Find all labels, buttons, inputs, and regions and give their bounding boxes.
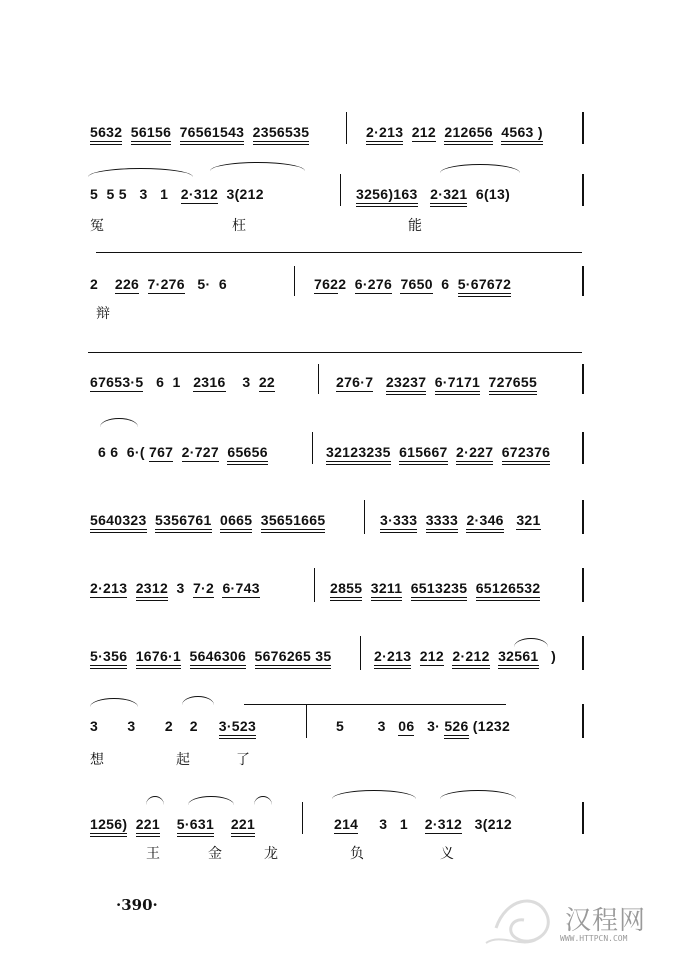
barline [314, 568, 315, 602]
note-group: 276·7 [336, 374, 374, 390]
barline [346, 112, 347, 144]
note-group: 22 [258, 374, 276, 390]
note: 3 [127, 718, 136, 734]
barline [306, 704, 307, 738]
note-group: 5·356 [90, 648, 127, 669]
note-group: 67653·5 [90, 374, 144, 390]
note-group: 65656 [227, 444, 267, 465]
note: 5 [106, 186, 115, 202]
notes [90, 648, 331, 664]
note-group: 727655 [489, 374, 538, 395]
lyric: 龙 [264, 846, 278, 862]
barline [582, 568, 584, 602]
page-number: ·390· [116, 896, 158, 914]
note-group: 76561543 [180, 124, 245, 145]
note: 2 [164, 718, 173, 734]
barline [318, 364, 319, 394]
slur [146, 796, 164, 805]
notes [380, 512, 541, 528]
note-group: 2·213 [374, 648, 411, 669]
barline [582, 704, 584, 738]
barline [360, 636, 361, 670]
slur [88, 352, 582, 353]
slur [514, 638, 548, 647]
notes [90, 580, 260, 596]
slur [188, 796, 234, 805]
barline [582, 266, 584, 296]
barline [582, 432, 584, 464]
lyric: 枉 [232, 218, 246, 234]
note-group: 6·743 [222, 580, 260, 596]
barline [302, 802, 303, 834]
lyric: 起 [176, 752, 190, 768]
note-group: (1232 [472, 718, 511, 734]
notes [90, 186, 264, 202]
note-group: 212656 [444, 124, 493, 145]
slur [88, 168, 193, 177]
note-group: 767 [149, 444, 174, 460]
note-group: 5·67672 [458, 276, 511, 297]
slur [100, 418, 138, 427]
lyric: 能 [408, 218, 422, 234]
notes [314, 276, 511, 292]
note: 3 [242, 374, 251, 390]
note: 1 [160, 186, 169, 202]
barline [340, 174, 341, 206]
notes [336, 374, 537, 390]
barline [294, 266, 295, 296]
barline [582, 364, 584, 394]
lyric: 义 [440, 846, 454, 862]
note-group: 5646306 [190, 648, 247, 669]
note-group: 32561 [498, 648, 538, 669]
note: 2 [189, 718, 198, 734]
note-group: 2·212 [452, 648, 489, 669]
note-group: 2356535 [253, 124, 310, 145]
note-group: 526 [444, 718, 468, 739]
barline [582, 636, 584, 670]
note-group: 32123235 [326, 444, 391, 465]
notes [90, 718, 256, 734]
note: 6 [110, 444, 119, 460]
note-group: 5632 [90, 124, 122, 145]
note-group: 2·727 [181, 444, 219, 460]
slur [244, 704, 506, 705]
notes [336, 718, 510, 734]
note: 1 [399, 816, 408, 832]
note-group: 212 [419, 648, 444, 664]
note-group: 2·213 [366, 124, 403, 145]
barline [582, 174, 584, 206]
lyric: 金 [208, 846, 222, 862]
note: 3 [139, 186, 148, 202]
note-group: 6513235 [411, 580, 468, 601]
note: 6 [218, 276, 227, 292]
notes [334, 816, 512, 832]
note-group: 2·312 [424, 816, 463, 832]
note-group: 762 [314, 276, 339, 292]
note-group: 06 [398, 718, 415, 734]
notes [90, 374, 275, 390]
note: 2 [90, 276, 99, 292]
note-group: 3333 [426, 512, 458, 533]
note-group: 226 [114, 276, 140, 292]
note-group: 6·( [126, 444, 145, 460]
slur [90, 698, 138, 707]
note-group: 4563 ) [501, 124, 543, 145]
note-group: 615667 [399, 444, 448, 465]
note-group: 3256)163 [356, 186, 418, 207]
note-group: 65126532 [476, 580, 541, 601]
note: ) [551, 648, 557, 664]
note-group: 6·276 [354, 276, 393, 292]
note: 3 [377, 718, 386, 734]
note-group: 3211 [371, 580, 403, 601]
notes [90, 124, 309, 140]
note-group: 5356761 [155, 512, 212, 533]
note-group: 221 [231, 816, 255, 837]
barline [582, 112, 584, 144]
note-group: 5676265 35 [255, 648, 332, 669]
note-group: 3·333 [380, 512, 417, 533]
lyric: 了 [236, 752, 250, 768]
note-group: 7·276 [147, 276, 185, 292]
lyric: 王 [146, 846, 160, 862]
barline [582, 802, 584, 834]
note: 3· [427, 718, 441, 734]
note-group: 2·227 [456, 444, 493, 465]
note: 5· [197, 276, 211, 292]
slur [96, 252, 582, 253]
note-group: 1676·1 [136, 648, 181, 669]
note-group: 221 [136, 816, 160, 837]
note-group: 6·7171 [435, 374, 480, 395]
note-group: 2·312 [180, 186, 219, 202]
notes [356, 186, 510, 202]
barline [582, 500, 584, 534]
notes [90, 276, 227, 292]
note-group: 2·213 [90, 580, 128, 596]
notes [374, 648, 556, 664]
note-group: 5640323 [90, 512, 147, 533]
note-group: 7650 [400, 276, 433, 292]
barline [312, 432, 313, 464]
note: 3 [379, 816, 388, 832]
note-group: 6(13) [475, 186, 511, 202]
note: 3 [176, 580, 185, 596]
barline [364, 500, 365, 534]
note-group: 2·321 [430, 186, 467, 207]
slur [182, 696, 214, 705]
slur [254, 796, 272, 805]
note-group: 1256) [90, 816, 127, 837]
note-group: 2312 [136, 580, 168, 601]
note: 5 [336, 718, 345, 734]
note-group: 3(212 [474, 816, 512, 832]
watermark-text: 汉程网 [565, 906, 647, 936]
note: 6 [441, 276, 450, 292]
note-group: 321 [516, 512, 541, 528]
lyric: 负 [350, 846, 364, 862]
notes [330, 580, 540, 596]
note: 3 [90, 718, 99, 734]
note-group: 2·346 [466, 512, 503, 533]
slur [440, 164, 520, 173]
note-group: 7·2 [192, 580, 215, 596]
note-group: 214 [334, 816, 359, 832]
note-group: 23237 [386, 374, 426, 395]
note: 1 [172, 374, 181, 390]
slur [332, 790, 416, 799]
note-group: 3·523 [219, 718, 256, 739]
watermark-url: WWW.HTTPCN.COM [560, 934, 628, 943]
note-group: 0665 [220, 512, 252, 533]
note-group: 672376 [502, 444, 551, 465]
slur [440, 790, 516, 799]
note-group: 35651665 [261, 512, 326, 533]
note: 6 [98, 444, 107, 460]
note: 6 [156, 374, 165, 390]
note-group: 2316 [193, 374, 226, 390]
lyric: 冤 [90, 218, 104, 234]
lyric: 辩 [96, 306, 110, 322]
note: 5 [118, 186, 127, 202]
notes [98, 444, 268, 460]
note: 5 [90, 186, 99, 202]
notes [366, 124, 543, 140]
notes [90, 816, 255, 832]
note: 2 [338, 276, 347, 292]
note-group: 2855 [330, 580, 362, 601]
note-group: 5·631 [177, 816, 214, 837]
note-group: 56156 [131, 124, 171, 145]
note-group: 3(212 [226, 186, 264, 202]
notes [326, 444, 550, 460]
notes [90, 512, 325, 528]
note-group: 212 [411, 124, 436, 140]
lyric: 想 [90, 752, 104, 768]
slur [210, 162, 305, 171]
